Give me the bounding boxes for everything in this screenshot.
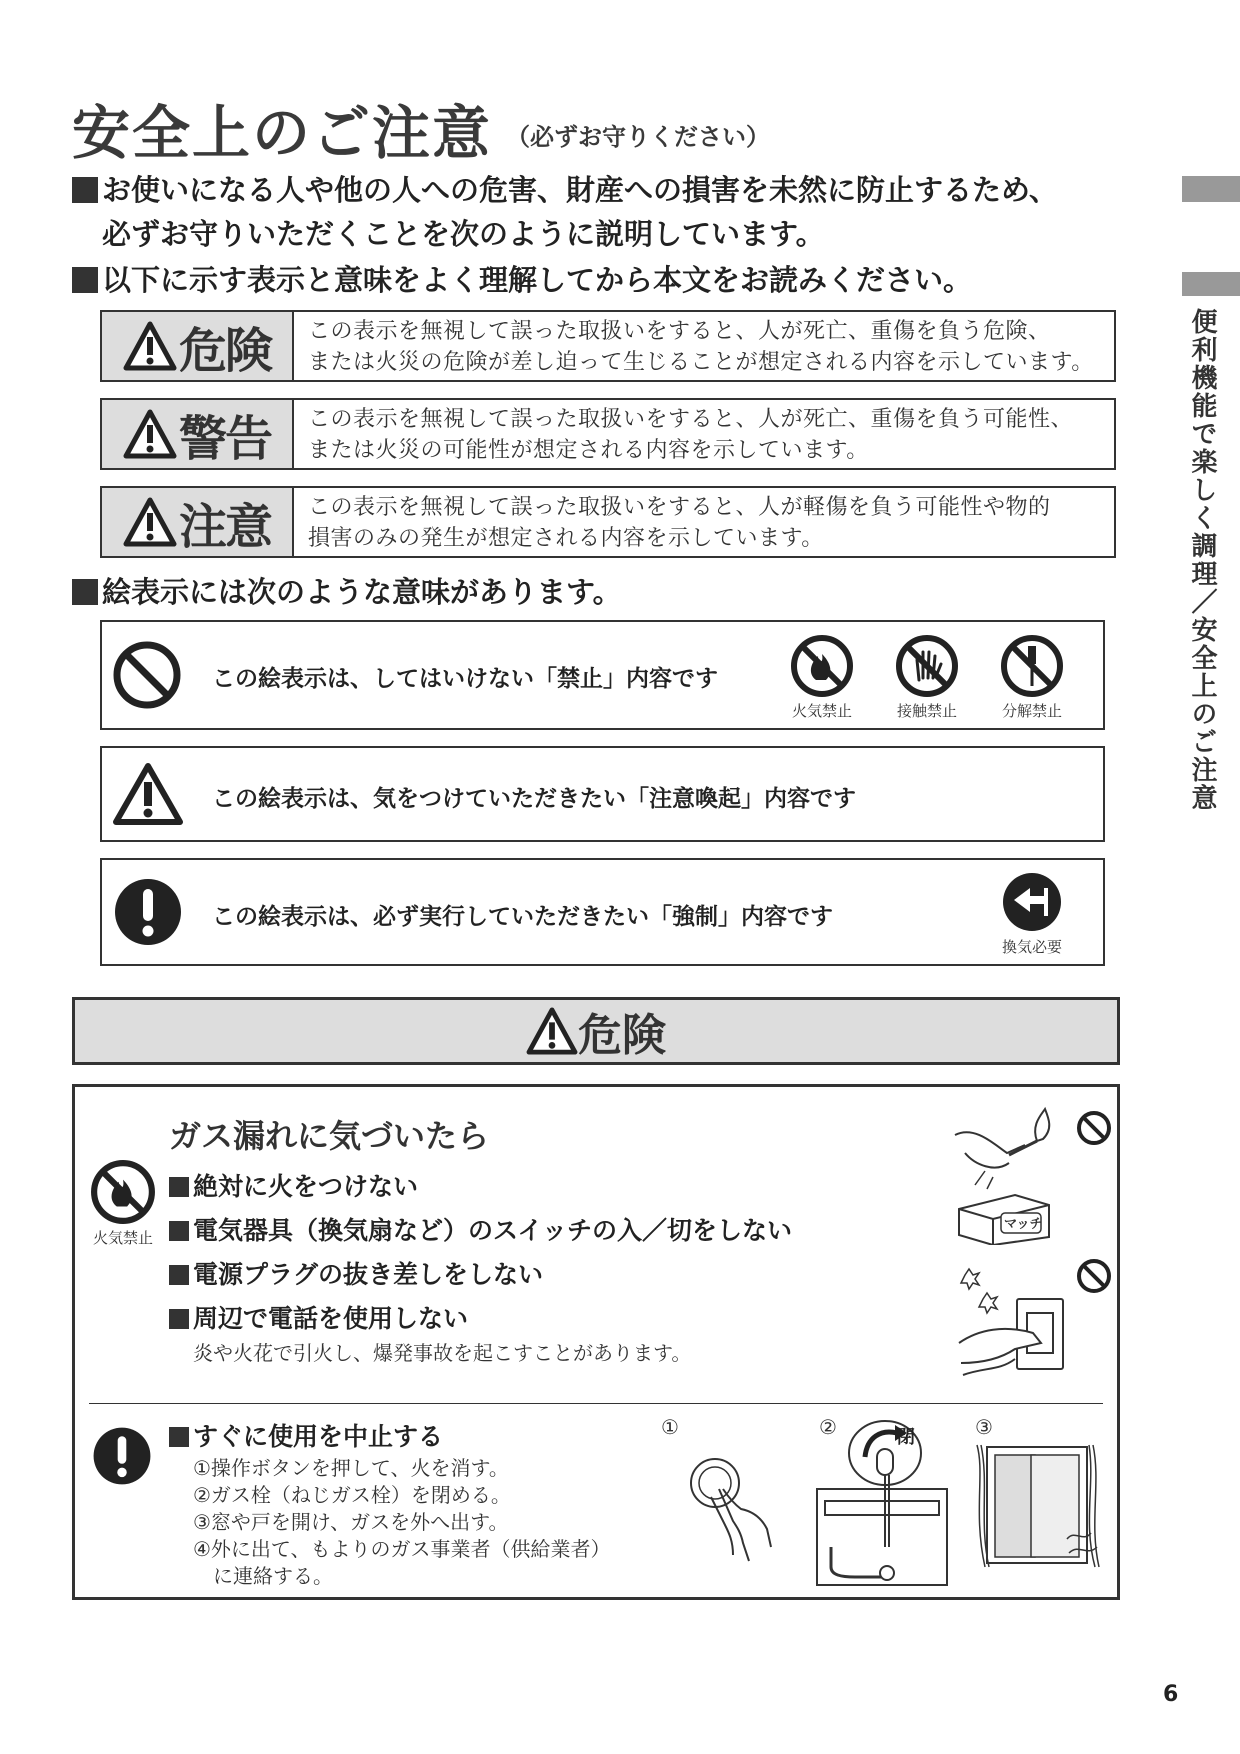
- danger-note: 炎や火花で引火し、爆発事故を起こすことがあります。: [193, 1341, 692, 1365]
- gas-leak-title: ガス漏れに気づいたら: [169, 1117, 490, 1155]
- step-3: ③窓や戸を開け、ガスを外へ出す。: [193, 1510, 509, 1534]
- square-bullet-icon: [169, 1265, 189, 1285]
- mandatory-icon: [112, 876, 184, 948]
- page-title: 安全上のご注意 （必ずお守りください）: [72, 99, 771, 167]
- warning-triangle-icon: [526, 1007, 578, 1055]
- match-box-label: マッチ: [1004, 1217, 1043, 1232]
- pictogram-mandatory-row: この絵表示は、必ず実行していただきたい「強制」内容です 換気必要: [100, 858, 1105, 966]
- warning-triangle-icon: [123, 409, 177, 459]
- square-bullet-icon: [169, 1309, 189, 1329]
- danger-banner: 危険: [72, 997, 1120, 1065]
- danger-item: 絶対に火をつけない: [169, 1167, 418, 1203]
- prohibition-small-icon: [1075, 1109, 1113, 1147]
- step-2: ②ガス栓（ねじガス栓）を閉める。: [193, 1483, 511, 1507]
- side-tab-active: [1182, 272, 1240, 296]
- fire-prohibited-left: 火気禁止: [83, 1159, 163, 1248]
- level-warning: 警告 この表示を無視して誤った取扱いをすると、人が死亡、重傷を負う可能性、 または火災の可能性が想定される内容を示しています。: [100, 398, 1116, 470]
- section-divider: [89, 1403, 1103, 1404]
- stop-use-title: すぐに使用を中止する: [169, 1417, 443, 1453]
- ventilation-icon: [1000, 870, 1064, 934]
- danger-item: 周辺で電話を使用しない: [169, 1299, 468, 1335]
- square-bullet-icon: [169, 1177, 189, 1197]
- no-disassembly-icon: [1000, 634, 1064, 698]
- page-number: 6: [1163, 1682, 1179, 1707]
- gas-valve-illustration: [815, 1417, 955, 1587]
- ventilation-required: 換気必要: [987, 870, 1077, 957]
- pictogram-caution-row: この絵表示は、気をつけていただきたい「注意喚起」内容です: [100, 746, 1105, 842]
- figure-number-3: ③: [975, 1415, 993, 1439]
- contact-prohibited: 接触禁止: [882, 634, 972, 721]
- square-bullet-icon: [72, 579, 98, 605]
- square-bullet-icon: [169, 1221, 189, 1241]
- prohibition-icon: [112, 640, 182, 710]
- square-bullet-icon: [169, 1427, 189, 1447]
- level-danger: 危険 この表示を無視して誤った取扱いをすると、人が死亡、重傷を負う危険、 または火災の危険が差し迫って生じることが想定される内容を示しています。: [100, 310, 1116, 382]
- step-4: ④外に出て、もよりのガス事業者（供給業者）: [193, 1537, 611, 1561]
- figure-number-2: ②: [819, 1415, 837, 1439]
- intro-line-3: 以下に示す表示と意味をよく理解してから本文をお読みください。: [72, 258, 972, 302]
- step-1: ①操作ボタンを押して、火を消す。: [193, 1456, 509, 1480]
- no-fire-icon: [90, 1159, 156, 1225]
- danger-item: 電源プラグの抜き差しをしない: [169, 1255, 543, 1291]
- warning-triangle-icon: [123, 497, 177, 547]
- no-touch-icon: [895, 634, 959, 698]
- open-window-illustration: [971, 1443, 1107, 1573]
- side-tab-upper: [1182, 176, 1240, 202]
- side-section-label: 便利機能で楽しく調理／安全上のご注意: [1187, 308, 1217, 812]
- caution-triangle-icon: [112, 762, 184, 826]
- intro-line-2: 必ずお守りいただくことを次のように説明しています。: [102, 217, 825, 251]
- valve-close-label: 閉: [897, 1427, 915, 1448]
- title-note: （必ずお守りください）: [506, 123, 771, 151]
- pictogram-prohibition-row: この絵表示は、してはいけない「禁止」内容です 火気禁止 接触禁止 分解禁止: [100, 620, 1105, 730]
- square-bullet-icon: [72, 177, 98, 203]
- square-bullet-icon: [72, 267, 98, 293]
- step-4-continued: に連絡する。: [213, 1564, 333, 1588]
- disassembly-prohibited: 分解禁止: [987, 634, 1077, 721]
- push-button-illustration: [671, 1437, 791, 1577]
- no-fire-icon: [790, 634, 854, 698]
- danger-box: [72, 1084, 1120, 1600]
- light-switch-illustration: [955, 1263, 1075, 1393]
- fire-prohibited: 火気禁止: [777, 634, 867, 721]
- danger-item: 電気器具（換気扇など）のスイッチの入／切をしない: [169, 1211, 792, 1247]
- pictograms-heading: 絵表示には次のような意味があります。: [72, 570, 622, 614]
- warning-triangle-icon: [123, 321, 177, 371]
- prohibition-small-icon: [1075, 1257, 1113, 1295]
- level-caution: 注意 この表示を無視して誤った取扱いをすると、人が軽傷を負う可能性や物的 損害のみの発生が想定される内容を示しています。: [100, 486, 1116, 558]
- figure-number-1: ①: [661, 1415, 679, 1439]
- mandatory-icon: [91, 1425, 153, 1487]
- intro-line-1: お使いになる人や他の人への危害、財産への損害を未然に防止するため、: [72, 168, 1058, 212]
